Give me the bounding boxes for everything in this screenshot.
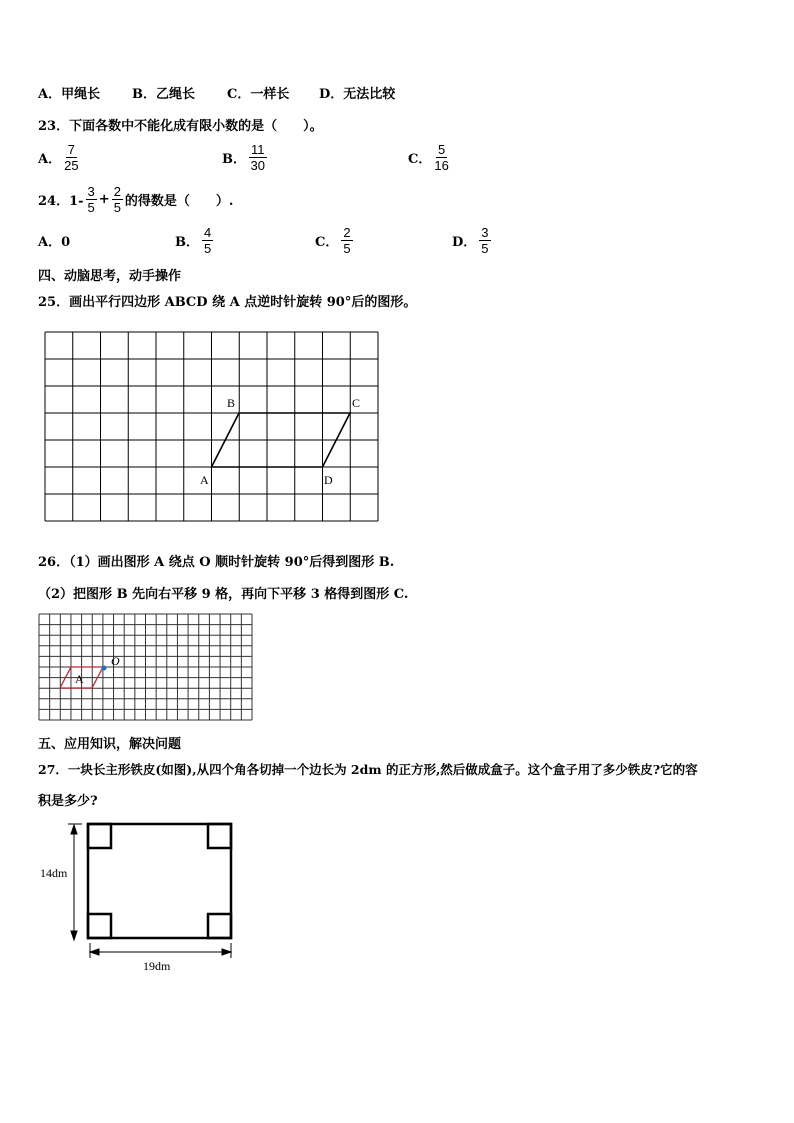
q22-option-b: B．乙绳长: [132, 87, 195, 102]
numerator: 3: [87, 184, 95, 199]
q25-grid: [45, 332, 378, 521]
q27-stem-line1: 27．一块长主形铁皮(如图),从四个角各切掉一个边长为 2dm 的正方形,然后做成盒子。这个盒子用了多少铁皮?它的容: [38, 762, 698, 777]
section-5-heading: 五、应用知识，解决问题: [38, 737, 182, 752]
point-d-label: D: [324, 473, 333, 487]
q23-label-a: A．: [38, 152, 62, 167]
numerator: 5: [437, 142, 446, 157]
denominator: 5: [481, 241, 489, 256]
q22-option-a: A．甲绳长: [38, 87, 101, 102]
q24-label-b: B．: [175, 235, 199, 250]
q24-suffix: 的得数是（ ）.: [124, 194, 234, 209]
denominator: 5: [87, 200, 95, 215]
q24-option-a-label: A．0: [38, 235, 71, 250]
point-o-label: O: [111, 654, 120, 668]
q24-prefix: 24．1-: [38, 194, 84, 209]
point-b-label: B: [227, 396, 236, 410]
numerator: 2: [113, 184, 121, 199]
q26-part1: 26．（1）画出图形 A 绕点 O 顺时针旋转 90°后得到图形 B.: [38, 555, 395, 570]
numerator: 7: [67, 142, 75, 157]
q24-label-c: C．: [315, 235, 339, 250]
denominator: 16: [434, 158, 449, 173]
point-a-label: A: [200, 473, 209, 487]
denominator: 5: [113, 200, 121, 215]
shape-a-label: A: [75, 672, 84, 686]
q22-option-c: C．一样长: [227, 87, 290, 102]
point-c-label: C: [352, 396, 361, 410]
q23-label-b: B．: [222, 152, 246, 167]
point-o: [102, 666, 107, 671]
numerator: 2: [343, 225, 351, 240]
numerator: 3: [481, 225, 489, 240]
q27-stem-line2: 积是多少?: [38, 794, 98, 809]
q24-plus: +: [98, 192, 110, 207]
denominator: 30: [250, 158, 265, 173]
section-4-heading: 四、动脑思考，动手操作: [38, 269, 182, 284]
width-label: 19dm: [143, 959, 171, 973]
denominator: 5: [204, 241, 212, 256]
q23-stem: 23．下面各数中不能化成有限小数的是（ ）。: [38, 119, 323, 134]
q23-label-c: C．: [408, 152, 432, 167]
q25-stem: 25．画出平行四边形 ABCD 绕 A 点逆时针旋转 90°后的图形。: [38, 295, 417, 310]
numerator: 4: [204, 225, 212, 240]
denominator: 25: [64, 158, 79, 173]
denominator: 5: [343, 241, 351, 256]
q24-label-d: D．: [452, 235, 477, 250]
q22-option-d: D．无法比较: [319, 87, 396, 102]
numerator: 11: [251, 142, 265, 157]
height-label: 14dm: [40, 866, 68, 880]
q26-part2: （2）把图形 B 先向右平移 9 格，再向下平移 3 格得到图形 C.: [38, 587, 409, 602]
q27-sheet-diagram: [68, 824, 231, 958]
